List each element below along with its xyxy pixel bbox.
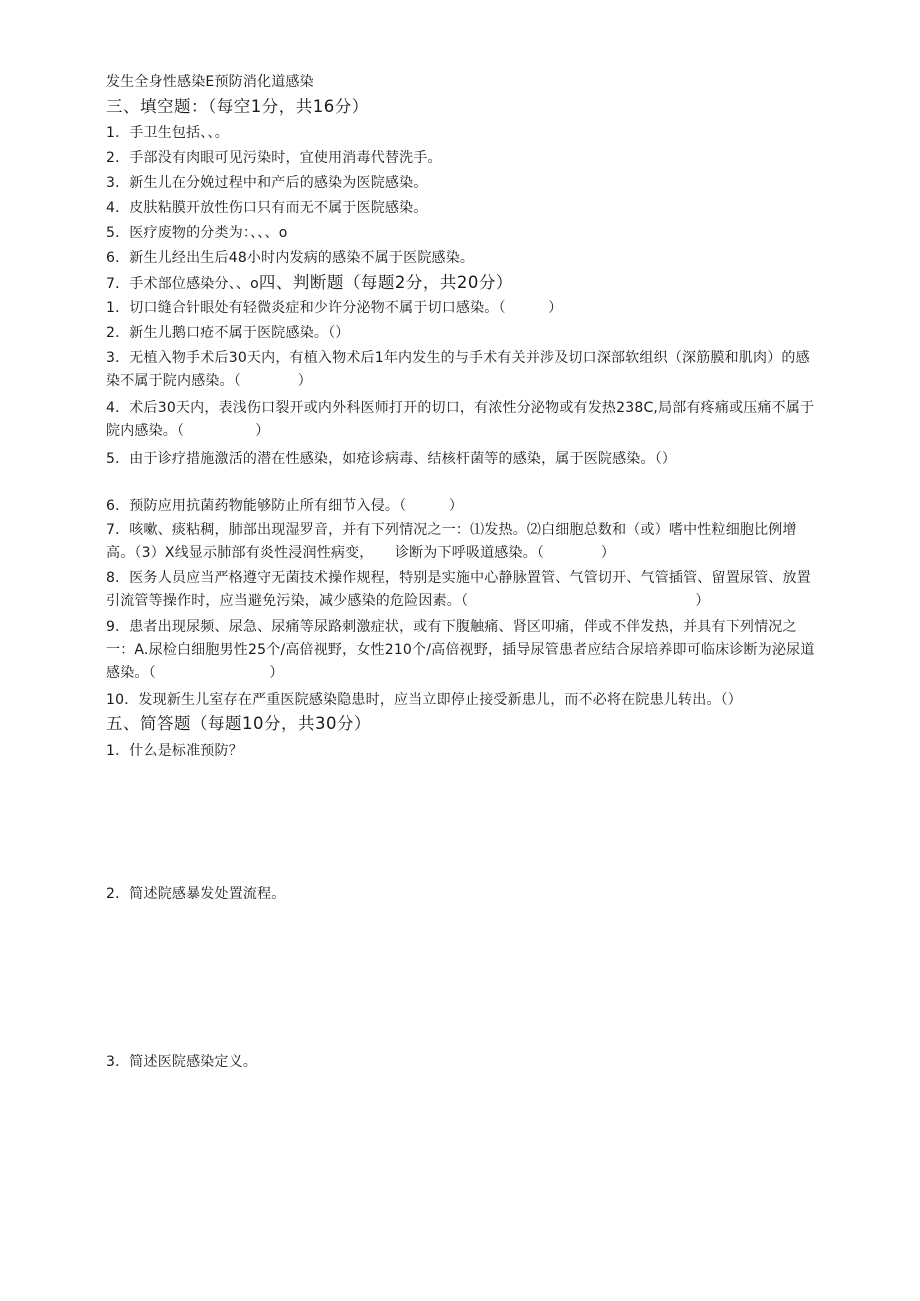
judge-item-4: 4．术后30天内，表浅伤口裂开或内外科医师打开的切口，有浓性分泌物或有发热238C,局部有疼痛或压痛不属于院内感染。（ ） [106,400,815,439]
judge-item-9: 9．患者出现尿频、尿急、尿痛等尿路刺激症状，或有下腹触痛、肾区叩痛，伴或不伴发热，并具有下列情况之一：A.尿检白细胞男性25个/高倍视野，女性210个/高倍视野，插导尿管患者应结合尿培养即可临床诊断为泌尿道感染。（ ） [106,619,815,681]
judge-item-7: 7．咳嗽、痰粘稠，肺部出现湿罗音，并有下列情况之一：⑴发热。⑵白细胞总数和（或）嗜中性粒细胞比例增高。（3）X线显示肺部有炎性浸润性病变， 诊断为下呼吸道感染。（ ） [106,522,797,561]
fill-item-1: 1．手卫生包括、、。 [106,125,229,141]
fill-item-7: 7．手术部位感染分、、o [106,276,259,292]
judge-item-1: 1．切口缝合针眼处有轻微炎症和少许分泌物不属于切口感染。（ ） [106,300,563,316]
short-answer-3: 3．简述医院感染定义。 [106,1054,258,1070]
section-5-heading: 五、简答题（每题10分，共30分） [106,714,371,733]
fill-item-5: 5．医疗废物的分类为：、、、o [106,225,288,241]
section-3-heading: 三、填空题：（每空1分，共16分） [106,97,369,116]
fill-item-3: 3．新生儿在分娩过程中和产后的感染为医院感染。 [106,175,428,191]
judge-item-10: 10．发现新生儿室存在严重医院感染隐患时，应当立即停止接受新患儿，而不必将在院患儿转出。（） [106,692,743,708]
judge-item-2: 2．新生儿鹅口疮不属于医院感染。（） [106,325,350,341]
fill-item-6: 6．新生儿经出生后48小时内发病的感染不属于医院感染。 [106,250,475,266]
judge-item-3: 3．无植入物手术后30天内，有植入物术后1年内发生的与手术有关并涉及切口深部软组织（深筋膜和肌肉）的感染不属于院内感染。（ ） [106,350,810,389]
judge-item-8: 8．医务人员应当严格遵守无菌技术操作规程，特别是实施中心静脉置管、气管切开、气管插管、留置尿管、放置引流管等操作时，应当避免污染，减少感染的危险因素。（ ） [106,570,811,609]
fill-item-2: 2．手部没有肉眼可见污染时，宜使用消毒代替洗手。 [106,150,442,166]
short-answer-2: 2．简述院感暴发处置流程。 [106,886,286,902]
section-4-heading: 四、判断题（每题2分，共20分） [258,273,513,292]
judge-item-5: 5．由于诊疗措施激活的潜在性感染，如疮诊病毒、结核杆菌等的感染，属于医院感染。（） [106,451,677,467]
fill-item-4: 4．皮肤粘膜开放性伤口只有而无不属于医院感染。 [106,200,428,216]
fill-item-7-and-section-4 [106,273,816,294]
short-answer-1: 1．什么是标准预防？ [106,743,243,759]
carryover-line: 发生全身性感染E预防消化道感染 [106,74,314,90]
judge-item-6: 6．预防应用抗菌药物能够防止所有细节入侵。（ ） [106,498,464,514]
